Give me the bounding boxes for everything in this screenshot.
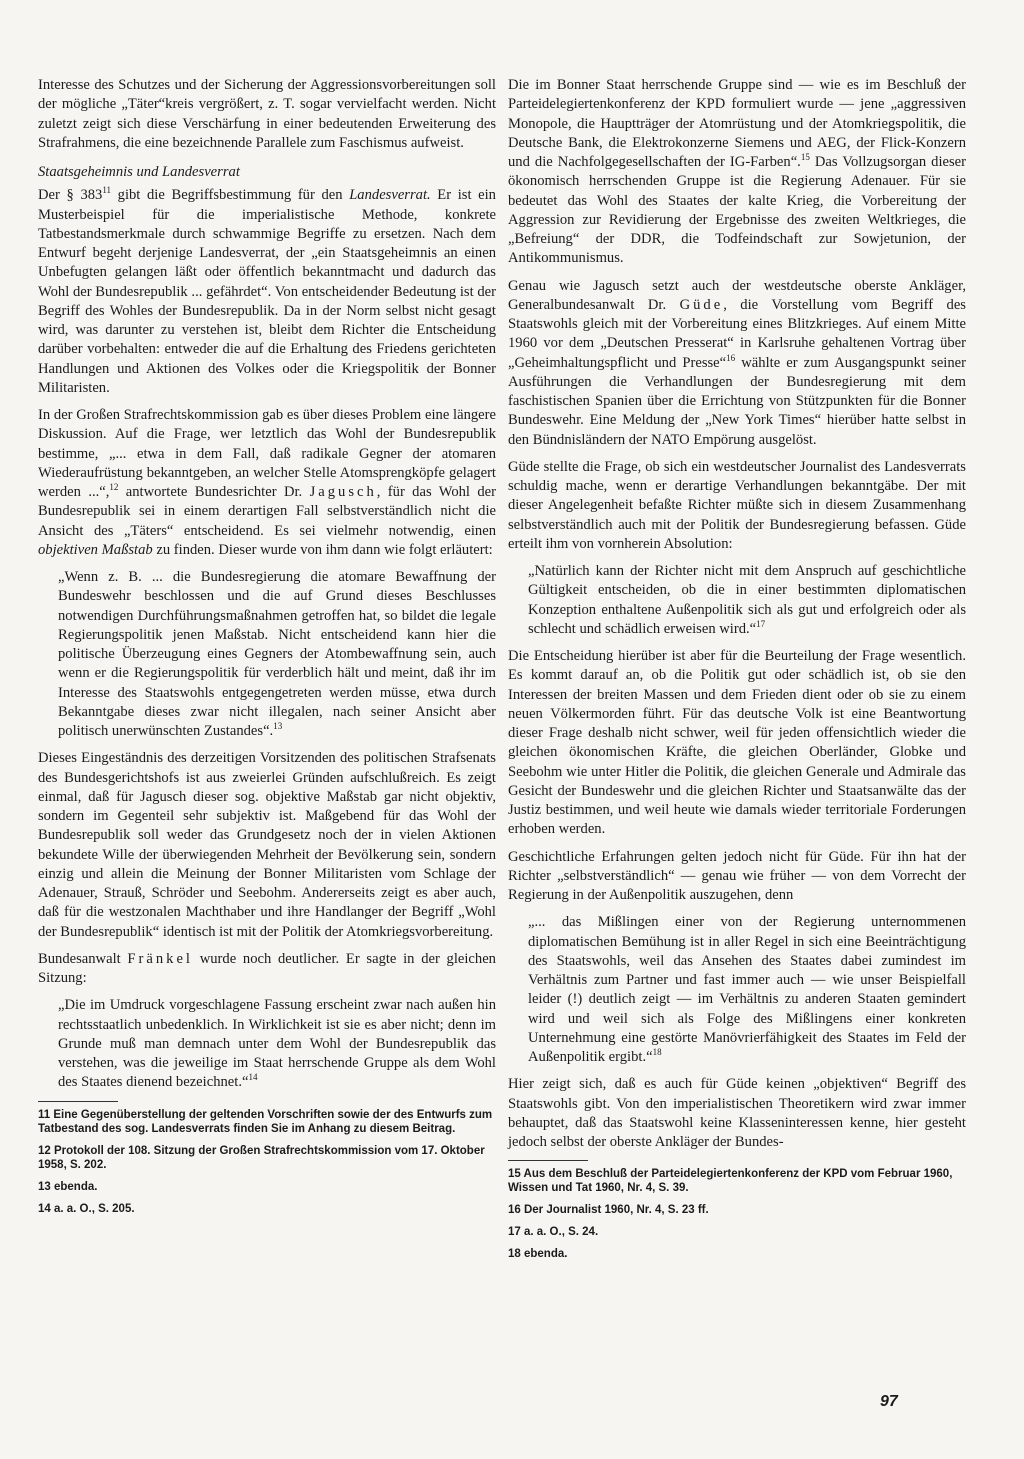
footnote-divider — [508, 1160, 588, 1161]
paragraph: Interesse des Schutzes und der Sicherung der Aggressionsvorbereitungen soll der mögliche „Täter“kreis vergrößert, z. T. sogar vervielfacht werden. Nicht zuletzt zeigt sich diese Verschärfung in einer bedeutenden Erweiterung des Strafrahmens, die eine bezeichnende Parallele zum Faschismus aufweist. — [38, 77, 496, 151]
paragraph: In der Großen Strafrechtskommission gab es über dieses Problem eine längere Diskussion. Auf die Frage, wer letztlich das Wohl der Bundesrepublik bestimme, „... etwa in dem Fall, daß radikale Gegner der atomaren Wiederaufrüstung bekanntgeben, an welcher Stelle Atomsprengköpfe gelagert werden ...“,$^{12}$ antwortete Bundesrichter Dr. Jagusch, für das Wohl der Bundesrepublik sei in einem derartigen Fall selbstverständlich nicht die Ansicht des „Täters“ entscheidend. Es sei vielmehr notwendig, einen objektiven Maßstab zu finden. Dieser wurde von ihm dann wie folgt erläutert: — [38, 407, 496, 558]
footnote-ref: 15 — [800, 152, 810, 163]
footnote-divider — [38, 1101, 118, 1102]
footnote-ref: 11 — [102, 185, 112, 196]
paragraph: Hier zeigt sich, daß es auch für Güde keinen „objektiven“ Begriff des Staatswohls gibt. Von den imperialistischen Theoretikern wird zwar immer behauptet, daß das Staatswohl keine Klasseninteressen kenne, hier gesteht jedoch selbst der oberste Ankläger der Bundes- — [508, 1076, 966, 1150]
paragraph: Genau wie Jagusch setzt auch der westdeutsche oberste Ankläger, Generalbundesanwalt Dr. Güde, die Vorstellung vom Begriff des Staatswohls gleich mit der Vorbereitung eines Blitzkrieges. Auf einem Mitte 1960 vor dem „Deutschen Presserat“ in Karlsruhe gehaltenen Vortrag über „Geheimhaltungspflicht und Presse“$^{16}$ wählte er zum Ausgangspunkt seiner Ausführungen die Verhandlungen der Bundesregierung mit dem faschistischen Spanien über die Errichtung von Stützpunkten für die Bonner Bundeswehr. Eine Meldung der „New York Times“ hierüber hatte selbst in den Bündnisländern der NATO Empörung ausgelöst. — [508, 277, 966, 448]
quote: „Die im Umdruck vorgeschlagene Fassung erscheint zwar nach außen hin rechtsstaatlich unbedenklich. In Wirklichkeit ist sie es aber nicht; denn im Grunde muß man demnach unter dem Wohl der Bundesrepublik das verstehen, was die jeweilige im Staat herrschende Gruppe als dem Wohl des Staates dienend bezeichnet.“$^{14}$ — [58, 997, 496, 1091]
paragraph: Bundesanwalt Fränkel wurde noch deutlicher. Er sagte in der gleichen Sitzung: — [38, 950, 496, 986]
left-column — [38, 76, 496, 1224]
footnote: 13 ebenda. — [38, 1180, 98, 1193]
footnote: 11 Eine Gegenüberstellung der geltenden Vorschriften sowie der des Entwurfs zum Tatbestand des sog. Landesverrats finden Sie im Anhang zu diesem Beitrag. — [38, 1108, 493, 1135]
footnote-ref: 16 — [726, 352, 736, 363]
paragraph: Der § $383^{11}$ gibt die Begriffsbestimmung für den Landesverrat. Er ist ein Musterbeispiel für die imperialistische Methode, konkrete Tatbestandsmerkmale durch schwammige Begriffe zu ersetzen. Nach dem Entwurf begeht derjenige Landesverrat, der „ein Staatsgeheimnis an einen Unbefugten gelangen läßt oder öffentlich bekanntmacht und dadurch das Wohl der Bundesrepublik ... gefährdet“. Von entscheidender Bedeutung ist der Begriff des Wohles der Bundesrepublik. Da in der Norm selbst nicht gesagt wird, was darunter zu verstehen ist, bleibt dem Richter die Entscheidung darüber vorbehalten: entweder die auf die Erhaltung des Friedens gerichteten Handlungen und Aktionen des Volkes oder die Kriegspolitik der Bonner Militaristen. — [38, 185, 496, 396]
page-number: 97 — [880, 1393, 898, 1410]
section-heading: Staatsgeheimnis und Landesverrat — [38, 164, 240, 180]
footnote-ref: 17 — [756, 618, 766, 629]
paragraph: Dieses Eingeständnis des derzeitigen Vorsitzenden des politischen Strafsenats des Bundesgerichtshofs ist aus zweierlei Gründen aufschlußreich. Es zeigt einmal, daß für Jagusch dieser sog. objektive Maßstab gar nicht objektiv, sondern im Gegenteil sehr subjektiv ist. Maßgebend für das Wohl der Bundesrepublik soll weder das Grundgesetz noch der in vielen Aktionen bekundete Wille der überwiegenden Mehrheit der Bevölkerung sein, sondern einzig und allein die Meinung der Bonner Militaristen vom Schlage der Adenauer, Strauß, Schröder und Seebohm. Andererseits zeigt es aber auch, daß für die westzonalen Machthaber und ihre Handlanger der Begriff „Wohl der Bundesrepublik“ identisch ist mit der Politik der Atomkriegsvorbereitung. — [38, 750, 496, 940]
paragraph: Die Entscheidung hierüber ist aber für die Beurteilung der Frage wesentlich. Es kommt darauf an, ob die Politik gut oder schädlich ist, ob sie den Interessen der breiten Massen und dem Frieden dient oder ob sie zu einem neuen Völkermorden führt. Für das deutsche Volk ist eine Beantwortung dieser Frage deshalb nicht schwer, weil für jeden offensichtlich wieder die gleichen ökonomischen Kräfte, die gleichen Oberländer, Globke und Seebohm wie unter Hitler die Politik, die gleichen Generale und Admirale das Gesicht der Bundeswehr und die gleichen Richter und Staatsanwälte das der Justiz bestimmen, und weil heute wie damals wieder territoriale Forderungen erhoben werden. — [508, 648, 966, 838]
footnote: 16 Der Journalist 1960, Nr. 4, S. 23 ff. — [508, 1204, 709, 1217]
paragraph: Geschichtliche Erfahrungen gelten jedoch nicht für Güde. Für ihn hat der Richter „selbstverständlich“ — genau wie früher — von dem Vorrecht der Regierung in der Außenpolitik auszugehen, denn — [508, 848, 966, 903]
footnote: 18 ebenda. — [508, 1248, 568, 1261]
footnote: 14 a. a. O., S. 205. — [38, 1202, 135, 1215]
paragraph: Die im Bonner Staat herrschende Gruppe sind — wie es im Beschluß der Parteidelegiertenkonferenz der KPD formuliert wurde — jene „aggressiven Monopole, die Hauptträger der Atomrüstung und der Atomkriegspolitik, die Deutsche Bank, die Elektrokonzerne Siemens und AEG, der Flick-Konzern und die Nachfolgegesellschaften der IG-Farben“.$^{15}$ Das Vollzugsorgan dieser ökonomisch herrschenden Gruppe ist die Regierung Adenauer. Für sie bedeutet das Wohl des Staates der kalte Krieg, die Vorbereitung der Aggression zur Revidierung der Ergebnisse des zweiten Weltkrieges, die „Befreiung“ der DDR, die Todfeindschaft zur Sowjetunion, der Antikommunismus. — [508, 77, 966, 267]
footnote: 17 a. a. O., S. 24. — [508, 1226, 599, 1239]
paragraph: Güde stellte die Frage, ob sich ein westdeutscher Journalist des Landesverrats schuldig mache, wenn er derartige Verhandlungen bekanntgäbe. Der mit dieser Angelegenheit befaßte Richter müßte sich in diesem Zusammenhang selbstverständlich auch mit der Politik der Bundesregierung befassen. Güde erteilt ihm von vornherein Absolution: — [508, 458, 966, 552]
footnote-ref: 14 — [248, 1072, 258, 1083]
footnote: 15 Aus dem Beschluß der Parteidelegiertenkonferenz der KPD vom Februar 1960, Wissen und Tat 1960, Nr. 4, S. 39. — [508, 1168, 953, 1195]
footnote-ref: 18 — [652, 1047, 662, 1058]
footnote-ref: 13 — [273, 721, 283, 732]
right-column — [508, 76, 966, 1269]
quote: „Natürlich kann der Richter nicht mit dem Anspruch auf geschichtliche Gültigkeit entscheiden, ob die in einer bestimmten diplomatischen Konzeption enthaltene Außenpolitik sich als gut und erfolgreich oder als schlecht und schädlich erweisen wird.“$^{17}$ — [528, 563, 966, 637]
footnote: 12 Protokoll der 108. Sitzung der Großen Strafrechtskommission vom 17. Oktober 1958, S. 202. — [38, 1144, 485, 1171]
quote: „Wenn z. B. ... die Bundesregierung die atomare Bewaffnung der Bundeswehr beschlossen und die auf Grund dieses Beschlusses notwendigen Durchführungsmaßnahmen getroffen hat, so bildet die legale Regierungspolitik jenen Maßstab. Nicht entscheidend kann hier die politische Überzeugung eines Gegners der Atombewaffnung sein, auch wenn er die Regierungspolitik für verderblich hält und meint, daß ihr im Interesse des Staatswohls entgegengetreten werden müsse, etwa durch Bekanntgabe dieses zwar nicht illegalen, nach seiner Ansicht aber politisch unerwünschten Zustandes“.$^{13}$ — [58, 569, 496, 739]
footnote-ref: 12 — [109, 482, 119, 493]
quote: „... das Mißlingen einer von der Regierung unternommenen diplomatischen Bemühung ist in aller Regel in sich eine Beeinträchtigung des Staatswohls, weil das Ansehen des Staates dabei zumindest im Verhältnis zum Partner und fast immer auch — wie unser Beispielfall leider (!) deutlich zeigt — im Verhältnis zu anderen Staaten gemindert wird und weil sich als Folge des Mißlingens einer konkreten Unternehmung eine gestörte Manövrierfähigkeit des Staates im Feld der Außenpolitik ergibt.“$^{18}$ — [528, 914, 966, 1065]
